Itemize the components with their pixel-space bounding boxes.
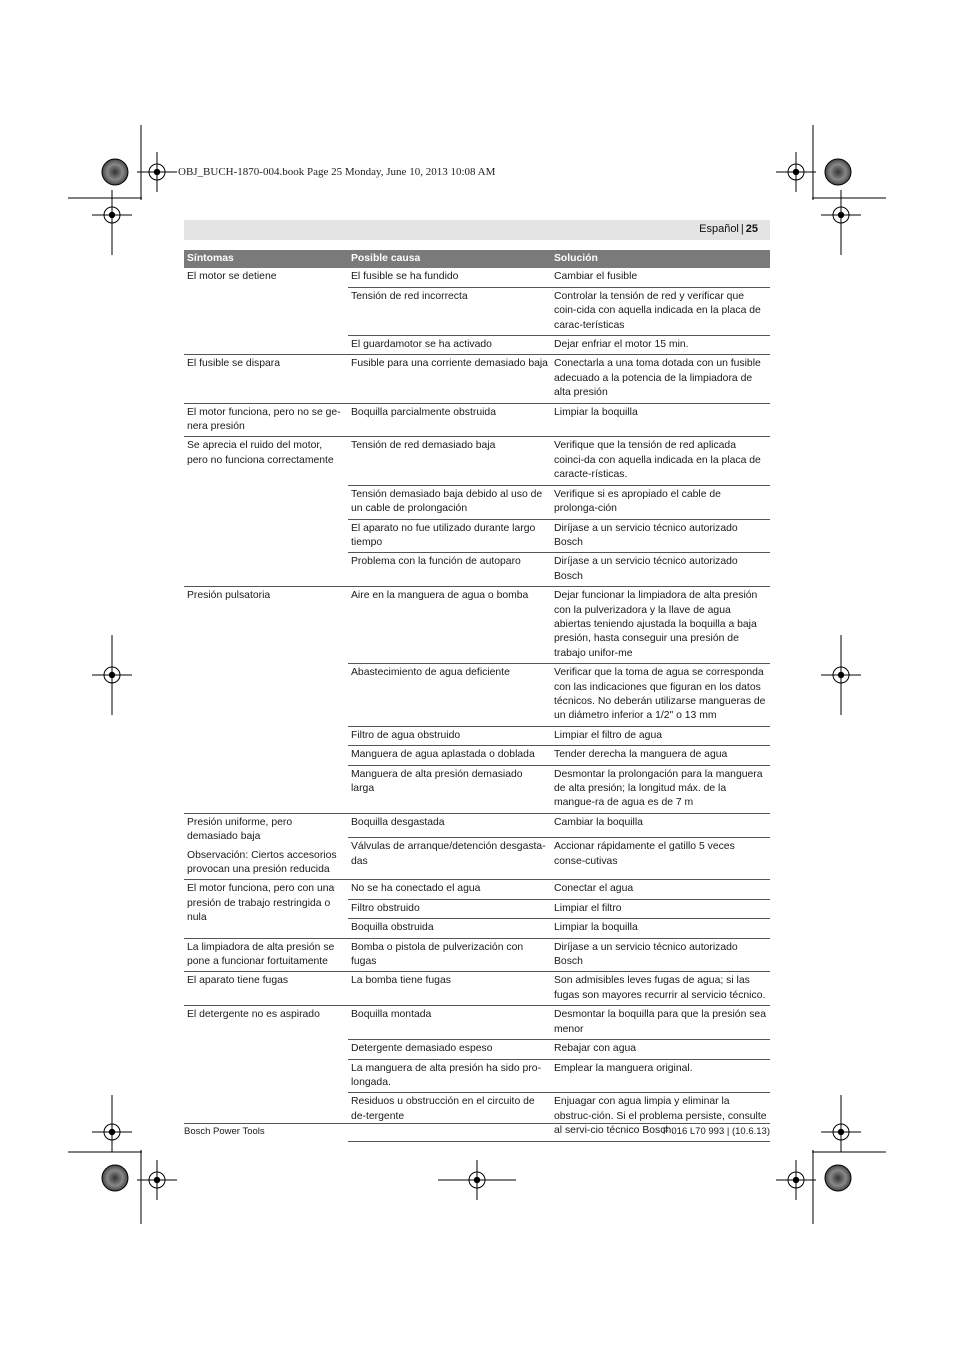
cause-cell: Boquilla parcialmente obstruida: [348, 403, 551, 437]
solution-cell: Desmontar la prolongación para la manguera de alta presión; la longitud máx. de la mangue-ra de agua es de 7 m: [551, 765, 770, 813]
cause-cell: Residuos u obstrucción en el circuito de de-tergente: [348, 1093, 551, 1141]
solution-cell: Cambiar la boquilla: [551, 813, 770, 837]
table-row: [184, 403, 770, 437]
solution-cell: Emplear la manguera original.: [551, 1059, 770, 1093]
table-row: [184, 437, 770, 485]
solution-cell: Verificar que la toma de agua se corresponda con las indicaciones que figuran en los datos técnicos. No deberán utilizarse mangueras de un diámetro inferior a 1/2" o 13 mm: [551, 664, 770, 727]
symptom-cell: [184, 813, 348, 880]
cause-cell: El guardamotor se ha activado: [348, 336, 551, 355]
cause-cell: Boquilla obstruida: [348, 919, 551, 938]
symptom-cell: [184, 938, 348, 972]
symptom-text: Presión uniforme, pero demasiado baja: [187, 816, 293, 843]
solution-cell: Conectarla a una toma dotada con un fusible adecuado a la potencia de la limpiadora de alta presión: [551, 355, 770, 403]
cause-cell: Boquilla desgastada: [348, 813, 551, 837]
symptom-text: El motor se detiene: [187, 271, 277, 283]
solution-cell: Son admisibles leves fugas de agua; si las fugas son mayores recurrir al servicio técnico.: [551, 972, 770, 1006]
cause-cell: El fusible se ha fundido: [351, 271, 459, 283]
page-separator: |: [740, 223, 744, 235]
solution-cell: Limpiar la boquilla: [551, 919, 770, 938]
cause-cell: Manguera de agua aplastada o doblada: [348, 746, 551, 765]
symptom-cell: [184, 587, 348, 814]
symptom-text: La limpiadora de alta presión se pone a funcionar fortuitamente: [187, 941, 335, 968]
language-label: Español: [699, 223, 739, 235]
solution-cell: Conectar el agua: [551, 880, 770, 899]
footer-publisher: Bosch Power Tools: [184, 1126, 265, 1137]
footer-divider: [184, 1123, 770, 1124]
symptom-text: El aparato tiene fugas: [187, 975, 289, 987]
solution-text: Diríjase a un servicio técnico autorizado Bosch: [554, 522, 738, 548]
solution-cell: Verifique si es apropiado el cable de prolonga-ción: [551, 485, 770, 519]
cause-cell: Válvulas de arranque/detención desgasta-das: [348, 838, 551, 880]
table-row: [184, 268, 770, 287]
page-header-band: [184, 220, 770, 240]
symptom-text: Presión pulsatoria: [187, 590, 271, 602]
cause-cell: Boquilla montada: [348, 1006, 551, 1040]
table-row: [184, 355, 770, 403]
column-header-symptoms: Síntomas: [184, 250, 348, 268]
table-row: [184, 1006, 770, 1040]
column-header-cause: Posible causa: [348, 250, 551, 268]
table-row: [184, 813, 770, 837]
cause-cell: Tensión demasiado baja debido al uso de un cable de prolongación: [348, 485, 551, 519]
solution-cell: Diríjase a un servicio técnico autorizado Bosch: [551, 553, 770, 587]
troubleshooting-table: [184, 250, 770, 1142]
cause-cell: Filtro de agua obstruido: [348, 726, 551, 745]
symptom-cell: [184, 972, 348, 1006]
solution-cell: Cambiar el fusible: [554, 271, 638, 283]
solution-cell: Limpiar el filtro de agua: [551, 726, 770, 745]
solution-cell: [551, 519, 770, 553]
cause-cell: Manguera de alta presión demasiado larga: [348, 765, 551, 813]
symptom-cell: [184, 880, 348, 938]
solution-cell: Controlar la tensión de red y verificar que coin-cida con aquella indicada en la placa de carac-terísticas: [551, 287, 770, 335]
symptom-cell: [184, 437, 348, 587]
symptom-cell: [184, 1006, 348, 1141]
solution-cell: Limpiar el filtro: [551, 899, 770, 918]
table-header-row: [184, 250, 770, 268]
solution-cell: Enjuagar con agua limpia y eliminar la obstruc-ción. Si el problema persiste, consulte al servi-cio técnico Bosch.: [551, 1093, 770, 1141]
solution-cell: Limpiar la boquilla: [551, 403, 770, 437]
symptom-cell: [184, 403, 348, 437]
dial-mark-top-left: [102, 159, 128, 185]
cause-cell: El aparato no fue utilizado durante largo tiempo: [348, 519, 551, 553]
cause-cell: Bomba o pistola de pulverización con fugas: [348, 938, 551, 972]
table-row: [184, 880, 770, 899]
page-number: 25: [745, 223, 758, 235]
cause-cell: Tensión de red incorrecta: [348, 287, 551, 335]
symptom-text: El fusible se dispara: [187, 358, 280, 370]
cause-cell: No se ha conectado el agua: [348, 880, 551, 899]
cause-cell: Tensión de red demasiado baja: [348, 437, 551, 485]
solution-cell: Desmontar la boquilla para que la presión sea menor: [551, 1006, 770, 1040]
cause-cell: Filtro obstruido: [348, 899, 551, 918]
table-row: [184, 938, 770, 972]
symptom-note: Observación: Ciertos accesorios provocan una presión reducida: [187, 849, 337, 876]
page-label: [699, 223, 758, 235]
footer-doc-code: F 016 L70 993 | (10.6.13): [662, 1126, 770, 1137]
solution-cell: Dejar funcionar la limpiadora de alta presión con la pulverizadora y la llave de agua abiertas teniendo ajustada la boquilla a baja presión, hasta conseguir una presión de trabajo unifor-me: [551, 587, 770, 664]
solution-cell: Accionar rápidamente el gatillo 5 veces conse-cutivas: [551, 838, 770, 880]
symptom-text: El detergente no es aspirado: [187, 1009, 320, 1021]
symptom-cell: [184, 355, 348, 403]
cause-cell: La bomba tiene fugas: [348, 972, 551, 1006]
symptom-text: Se aprecia el ruido del motor, pero no funciona correctamente: [187, 440, 334, 466]
cause-cell: Fusible para una corriente demasiado baja: [348, 355, 551, 403]
cause-cell: Aire en la manguera de agua o bomba: [348, 587, 551, 664]
cause-cell: Problema con la función de autoparo: [348, 553, 551, 587]
solution-cell: Diríjase a un servicio técnico autorizado Bosch: [551, 938, 770, 972]
cause-cell: La manguera de alta presión ha sido pro-longada.: [348, 1059, 551, 1093]
cause-cell: Abastecimiento de agua deficiente: [348, 664, 551, 727]
cause-cell: Detergente demasiado espeso: [348, 1040, 551, 1059]
symptom-text: El motor funciona, pero con una presión de trabajo restringida o nula: [187, 883, 335, 924]
table-row: [184, 587, 770, 664]
book-header: OBJ_BUCH-1870-004.book Page 25 Monday, June 10, 2013 10:08 AM: [178, 166, 496, 178]
solution-cell: Tender derecha la manguera de agua: [551, 746, 770, 765]
symptom-text: El motor funciona, pero no se ge-nera presión: [187, 406, 341, 433]
solution-cell: Verifique que la tensión de red aplicada coinci-da con aquella indicada en la placa de caracte-rísticas.: [551, 437, 770, 485]
symptom-cell: [184, 268, 348, 355]
table-row: [184, 972, 770, 1006]
column-header-solution: Solución: [551, 250, 770, 268]
solution-cell: Rebajar con agua: [551, 1040, 770, 1059]
solution-cell: Dejar enfriar el motor 15 min.: [551, 336, 770, 355]
